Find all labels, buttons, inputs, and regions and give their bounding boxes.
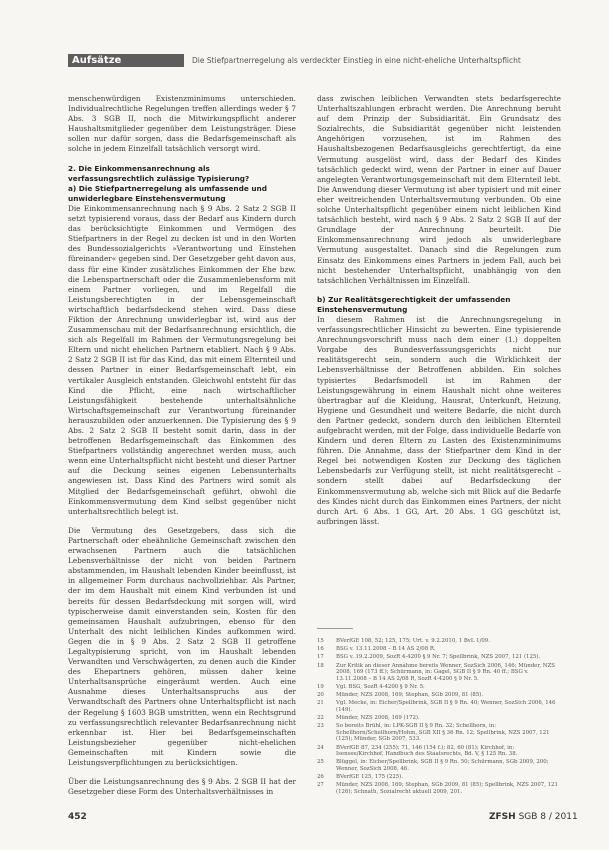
footnote-text: Münder, NZS 2008, 169; Stephan, SGb 2009, 81 (85); Spellbrink, NZS 2007, 121 (126); Schnath, Sozialrecht aktuell 2009, 201. bbox=[336, 782, 558, 795]
section-label: Aufsätze bbox=[72, 55, 122, 66]
footnote bbox=[317, 774, 561, 781]
footnote-number: 22 bbox=[317, 715, 324, 722]
footnote bbox=[317, 782, 561, 795]
footnote bbox=[317, 646, 561, 653]
body-paragraph: menschenwürdigen Existenzminimums unterschieden. Individualrechtliche Regelungen treffen allerdings weder § 7 Abs. 3 SGB II, noch die Mitwirkungspflicht anderer Haushaltsmitglieder gegenüber dem Leistungsträger. Diese sollen nur dafür sorgen, dass die Bedarfsgemeinschaft als solche in jedem Einzelfall tatsächlich versorgt wird. bbox=[68, 94, 296, 154]
footnote bbox=[317, 759, 561, 772]
body-paragraph: Die Einkommensanrechnung nach § 9 Abs. 2 Satz 2 SGB II setzt typisierend voraus, dass der Bedarf aus Kindern durch das berücksichtigte Einkommen und Vermögen des Stiefpartners in der Regel zu decken ist und in den Worten des Bundessozialgerichts »Verantwortung und Einstehen füreinander« gegeben sind. Der Gesetzgeber geht davon aus, dass für eine Kinder zusätzliches Einkommen der Ehe bzw. die Lebenspartnerschaft oder die Zusammenlebensform mit einem Partner vorliegen, und im Regelfall die Leistungsberechtigten in der Lebensgemeinschaft wirtschaftlich bedarfsdeckend stehen wird. Dass diese Fiktion der Anrechnung unwiderlegbar ist, wird aus der Zusammenschau mit der Bedarfsanrechnung ersichtlich, die sich als Regelfall im Rahmen der Vermutungsregelung bei Eltern und nicht ehelichen Partnern etabliert. Nach § 9 Abs. 2 Satz 2 SGB II ist für das Kind, das mit einem Elternteil und dessen Partner in einer Bedarfsgemeinschaft lebt, ein vertikaler Ausgleich entstanden. Gleichwohl entsteht für das Kind die Pflicht, eine nach wirtschaftlicher Leistungsfähigkeit bestehende unterhaltsähnliche Wirtschaftsgemeinschaft zur Verantwortung füreinander herauszubilden oder anzuerkennen. Die Typisierung des § 9 Abs. 2 Satz 2 SGB II besteht somit darin, dass in der betroffenen Bedarfsgemeinschaft das Einkommen des Stiefpartners vollständig angerechnet werden muss, auch wenn eine Unterhaltspflicht nicht besteht und dieser Partner auf die Deckung seines eigenen Lebensunterhalts angewiesen ist. Dass Kind des Partners wird somit als Mitglied der Bedarfsgemeinschaft geführt, obwohl die Einkommensvermutung dem Kind selbst gegenüber nicht unterhaltsrechtlich belegt ist. bbox=[68, 203, 296, 516]
footnote-text: BSG v. 13.11.2008 – B 14 AS 2/08 R. bbox=[336, 646, 436, 653]
footnote-text: Münder, NZS 2008, 169; Stephan, SGb 2009, 81 (85). bbox=[336, 692, 484, 699]
footnote bbox=[317, 684, 561, 691]
body-paragraph: Die Vermutung des Gesetzgebers, dass sich die Partnerschaft oder eheähnliche Gemeinschaft zwischen den erwachsenen Partnern auch die tatsächlichen Lebensverhältnisse der nicht von beiden Partnern abstammenden, im Haushalt lebenden Kinder beeinflusst, ist in allgemeiner Form durchaus nachvollziehbar. Als Partner, der im dem Haushalt mit einem Kind verbunden ist und bereits für dessen Bedarfsdeckung mit sorgen will, wird typischerweise damit einverstanden sein, Kosten für den gemeinsamen Haushalt aufzubringen, ebenso für den Unterhalt des nicht leiblichen Kindes aufkommen wird. Gegen die in § 9 Abs. 2 Satz 2 SGB II getroffene Legaltypisierung spricht, von im Haushalt lebenden Verwandten und Verschwägerten, zu denen auch die Kinder des Ehepartners gehören, müssen daher keine Unterhaltsansprüche eingeräumt werden. Auch eine Ausnahme dieses Unterhaltsanspruchs aus der Verwandtschaft des Partners ohne Unterhaltspflicht ist nach der Regelung § 1603 BGB umstritten, wenn ein Rechtsgrund zu verfassungsrechtlich relevanter Bedarfsanrechnung nicht erkennbar ist. Hier bei Bedarfsgemeinschaften Leistungsbezieher gegenüber nicht-ehelichen Gemeinschaften mit Kindern sowie die Leistungsverpflichtungen zu berücksichtigen. bbox=[68, 525, 296, 767]
footnote-text: Zur Kritik an dieser Annahme bereits Wenner, SozSich 2006, 146; Münder, NZS 2008, 169 (173 ff.); Schürmann, in: Gagel, SGB II § 9 Rn. 40 ff.; BSG v. 13.11.2008 – B 14 AS 2/08 R, SozR 4-4200 § 9 Nr. 5. bbox=[336, 662, 555, 682]
section-heading: a) Die Stiefpartnerregelung als umfassende und unwiderlegbare Einstehensvermutung bbox=[68, 183, 267, 203]
footnote-number: 18 bbox=[317, 662, 324, 669]
paragraph-gap bbox=[317, 286, 561, 295]
footnote-text: Vgl. BSG, SozR 4-4200 § 9 Nr. 5. bbox=[336, 683, 425, 690]
journal-name: ZFSH bbox=[489, 812, 516, 822]
footnote-number: 25 bbox=[317, 759, 324, 766]
paragraph-gap bbox=[68, 517, 296, 526]
footnote-number: 23 bbox=[317, 723, 324, 730]
left-column bbox=[68, 94, 296, 797]
footnote-number: 24 bbox=[317, 744, 324, 751]
footnote bbox=[317, 715, 561, 722]
footnote-divider bbox=[317, 628, 353, 629]
footnote-text: BVerfGE 108, 52; 125, 175; Urt. v. 9.2.2010, 1 BvL 1/09. bbox=[336, 638, 490, 644]
page-number: 452 bbox=[68, 812, 87, 822]
footnote-text: Münder, NZS 2008, 169 (172). bbox=[336, 715, 420, 722]
footnotes bbox=[317, 638, 561, 797]
footnote-number: 15 bbox=[317, 638, 324, 644]
journal-issue: SGB 8 / 2011 bbox=[518, 812, 578, 822]
running-header bbox=[68, 54, 558, 67]
footnote-number: 26 bbox=[317, 774, 324, 781]
footnote-text: Blüggel, in: Eicher/Spellbrink, SGB II § 9 Rn. 50; Schürmann, SGb 2009, 200; Wenner, SozSich 2008, 46. bbox=[336, 759, 549, 773]
footnote-number: 21 bbox=[317, 700, 324, 707]
footnote-number: 17 bbox=[317, 654, 324, 661]
footnote bbox=[317, 745, 561, 758]
footnote-number: 20 bbox=[317, 692, 324, 699]
section-heading: b) Zur Realitätsgerechtigkeit der umfassenden Einstehensvermutung bbox=[317, 294, 511, 314]
footnote bbox=[317, 663, 561, 683]
footnote bbox=[317, 692, 561, 699]
body-paragraph: dass zwischen leiblichen Verwandten stets bedarfsgerechte Unterhaltszahlungen erbracht werden. Die Anrechnung beruht auf dem Prinzip der Subsidiarität. Ein Grundsatz des Sozialrechts, die Subsidiarität gegenüber nicht leistenden Angehörigen vorzusehen, ist im Rahmen des Haushaltsbezogenen Bedarfsausgleichs gerechtfertigt, da eine Vermutung ausgelöst wird, dass der Bedarf des Kindes tatsächlich gedeckt wird, wenn der Partner in einer auf Dauer angelegten Verantwortungsgemeinschaft mit dem Elternteil lebt. Die Anwendung dieser Vermutung ist aber typisiert und mit einer eher weitreichenden Unterhaltsvermutung verbunden. Ob eine solche Unterhaltspflicht gegenüber einem nicht leiblichen Kind tatsächlich besteht, wird nach § 9 Abs. 2 Satz 2 SGB II auf der Grundlage der Anrechnung beurteilt. Die Einkommensanrechnung wird jedoch als unwiderlegbare Vermutung ausgestaltet. Danach sind die Regelungen zum Einsatz des Einkommens eines Partners in jedem Fall, auch bei nicht bestehender Unterhaltspflicht, unabhängig von den tatsächlichen Verhältnissen im Einzelfall. bbox=[317, 94, 561, 285]
body-paragraph: Über die Leistungsanrechnung des § 9 Abs. 2 SGB II hat der Gesetzgeber diese Form des Unterhaltsverhältnisses in bbox=[68, 777, 296, 797]
footnote bbox=[317, 700, 561, 713]
footnote bbox=[317, 638, 561, 645]
right-column bbox=[317, 94, 561, 527]
paragraph-gap bbox=[68, 155, 296, 164]
running-title: Die Stiefpartnerregelung als verdeckter Einstieg in eine nicht-eheliche Unterhaltspflicht bbox=[192, 56, 521, 65]
footnote-number: 16 bbox=[317, 646, 324, 653]
section-heading: 2. Die Einkommensanrechnung als verfassungsrechtlich zulässige Typisierung? bbox=[68, 163, 250, 183]
footnote-text: BVerfGE 125, 175 (225). bbox=[336, 774, 404, 781]
footnote-number: 19 bbox=[317, 683, 324, 690]
section-tag bbox=[68, 54, 184, 67]
body-paragraph: In diesem Rahmen ist die Anrechnungsregelung in verfassungsrechtlicher Hinsicht zu bewerten. Eine typisierende Anrechnungsvorschrift muss nach dem einer (1.) doppelten Vorgabe des Bundesverfassungsgerichts nicht nur realitätsgerecht sein, sondern auch die Wirklichkeit der Lebensverhältnisse der Betroffenen abbilden. Ein solches typisiertes Bedarfsmodell ist im Rahmen der Leistungsgewährung in einem Haushalt nicht ohne weiteres übertragbar auf die Kleidung, Hausrat, Unterkunft, Heizung, Hygiene und Gesundheit und weitere Bedarfe, die nicht durch den Partner gedeckt, sondern durch den leiblichen Elternteil aufgebracht werden, mit der Folge, dass individuelle Bedarfe von Kindern und deren Eltern zu Lasten des Existenzminimums führen. Die Annahme, dass der Stiefpartner dem Kind in der Regel bei notwendigen Kosten zur Deckung des täglichen Lebensbedarfs zur Verfügung stellt, ist nicht realitätsgerecht – sondern stellt dabei auf Bedarfsdeckung der Einkommensvermutung ab, welche sich mit Blick auf die Bedarfe des Kindes nicht durch das Einkommen eines Partners, der nicht durch Art. 6 Abs. 1 GG, Art. 20 Abs. 1 GG geschützt ist, aufbringen lässt. bbox=[317, 314, 561, 526]
paragraph-gap bbox=[68, 768, 296, 777]
footnote-text: Vgl. Mecke, in: Eicher/Spellbrink, SGB II § 9 Rn. 40; Wenner, SozSich 2006, 146 (149). bbox=[336, 700, 556, 713]
footnote-text: BSG v. 19.2.2009, SozR 4-4200 § 9 Nr. 7; Spellbrink, NZS 2007, 121 (125). bbox=[336, 654, 541, 661]
footnote bbox=[317, 654, 561, 661]
footnote-text: BVerfGE 87, 234 (255); 71, 146 (154 f.); 82, 60 (81); Kirchhof, in: Isensee/Kirchhof, Handbuch des Staatsrechts, Bd. V, § 125 Rn. 38. bbox=[336, 744, 518, 758]
footnote-number: 27 bbox=[317, 782, 324, 789]
journal-info bbox=[489, 812, 578, 822]
footnote-text: So bereits Brühl, in: LPK-SGB II § 9 Rn. 32; Schellhorn, in: Schellhorn/Schellhorn/Hohm, SGB XII § 36 Rn. 12; Spellbrink, NZS 2007, 121 (125); Münder, SGb 2007, 533. bbox=[336, 723, 550, 743]
footnote bbox=[317, 723, 561, 743]
